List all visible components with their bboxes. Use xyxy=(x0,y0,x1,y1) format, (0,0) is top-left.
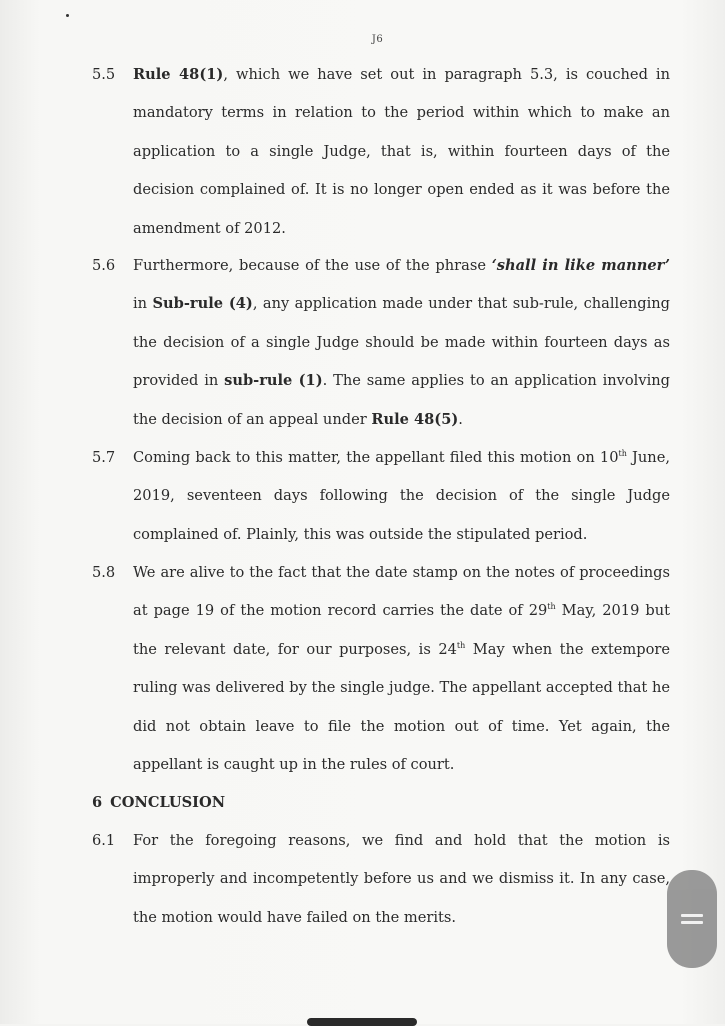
drag-handle-icon xyxy=(681,910,703,928)
text-run: Furthermore, because of the use of the phrase xyxy=(133,257,492,274)
page-number: J6 xyxy=(371,34,384,45)
paragraph-number: 5.7 xyxy=(92,449,116,466)
text-run: June, 2019, seventeen days following the decision of the single Judge complained of. Plainly, this was outside the stipulated period. xyxy=(133,449,670,543)
paragraph-text xyxy=(133,554,670,784)
text-run: May when the extempore ruling was delivered by the single judge. The appellant accepted that he did not obtain leave to file the motion out of time. Yet again, the appellant is caught up in the rules of court. xyxy=(133,640,670,774)
speck-mark xyxy=(66,14,69,17)
paragraph-number: 6.1 xyxy=(92,832,116,849)
ordinal-suffix: th xyxy=(618,449,627,458)
text-run: Coming back to this matter, the appellant filed this motion on 10 xyxy=(133,449,619,466)
ordinal-suffix: th xyxy=(456,640,466,650)
rule-reference: Rule 48(1) xyxy=(133,66,224,83)
section-title: CONCLUSION xyxy=(110,794,226,811)
ordinal-suffix: th xyxy=(547,602,556,612)
text-run: , which we have set out in paragraph 5.3, is couched in mandatory terms in relation to the period within which to make an application to a single Judge, that is, within fourteen days of the decision complained of. It is no longer open ended as it was before the amendment of 2012. xyxy=(133,66,670,237)
section-heading xyxy=(92,784,233,822)
text-run: . xyxy=(458,410,463,428)
paragraph-6-1 xyxy=(92,822,670,937)
paragraph-5-8 xyxy=(92,554,670,784)
text-run: in xyxy=(133,295,153,313)
text-run: . The same applies to an application involving the decision of an appeal under xyxy=(133,372,670,428)
paragraph-text xyxy=(133,56,670,248)
scroll-handle[interactable] xyxy=(667,870,717,968)
paragraph-5-5 xyxy=(92,56,670,248)
text-run: May, 2019 but the relevant date, for our purposes, is 24 xyxy=(133,602,670,658)
rule-reference: Sub-rule (4) xyxy=(152,295,253,313)
paragraph-5-7 xyxy=(92,439,670,554)
section-number: 6 xyxy=(92,794,103,811)
paragraph-number: 5.8 xyxy=(92,564,116,581)
paragraph-text xyxy=(133,247,670,439)
text-run: We are alive to the fact that the date stamp on the notes of proceedings at page 19 of the motion record carries the date of 29 xyxy=(133,564,670,620)
paragraph-5-6 xyxy=(92,247,670,439)
rule-reference: sub-rule (1) xyxy=(224,372,323,390)
paragraph-number: 5.5 xyxy=(92,66,116,83)
text-run: , any application made under that sub-rule, challenging the decision of a single Judge should be made within fourteen days as provided in xyxy=(133,295,670,390)
paragraph-text: For the foregoing reasons, we find and hold that the motion is improperly and incompetently before us and we dismiss it. In any case, the motion would have failed on the merits. xyxy=(133,832,670,926)
paragraph-text xyxy=(133,439,670,554)
rule-reference: Rule 48(5) xyxy=(371,410,459,428)
paragraph-number: 5.6 xyxy=(92,257,116,274)
quoted-phrase: ‘shall in like manner’ xyxy=(491,257,670,274)
home-indicator[interactable] xyxy=(307,1018,417,1026)
